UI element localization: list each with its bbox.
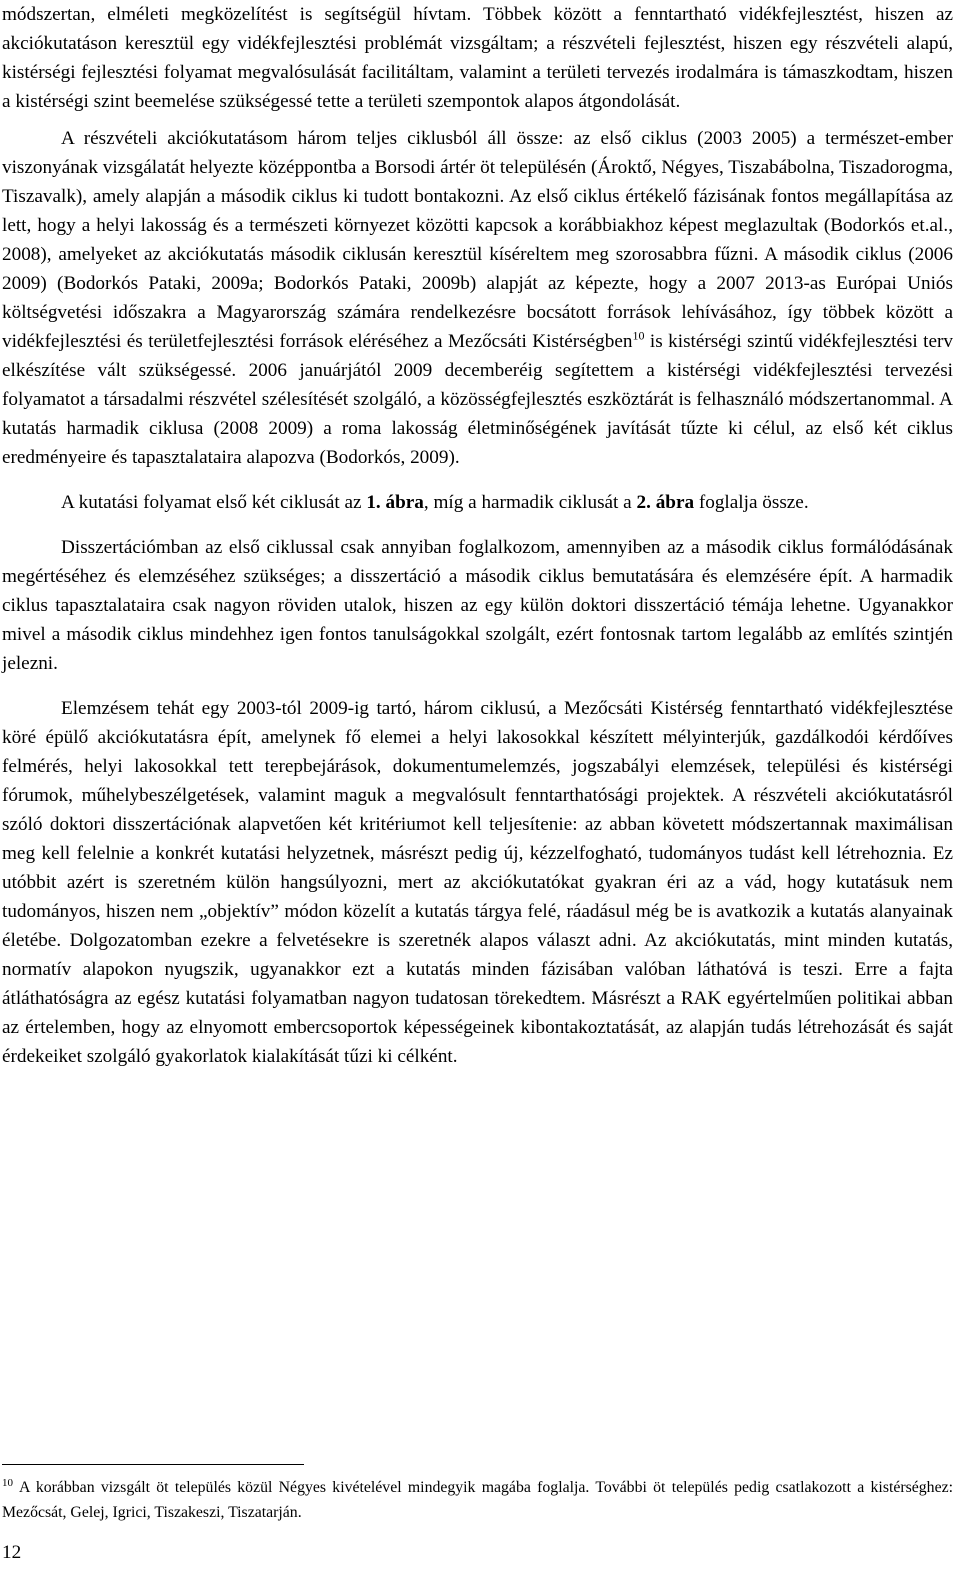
footnote-text: A korábban vizsgált öt település közül Négyes kivételével mindegyik magába foglalja. További öt település pedig csatlakozott a kistérséghez: Mezőcsát, Gelej, Igrici, Tiszakeszi, Tiszatarján. [2, 1479, 953, 1521]
research-cycles-text-part-1: A részvételi akciókutatásom három teljes ciklusból áll össze: az első ciklus (2003 2005) a természet-ember viszonyának vizsgálatát helyezte középpontba a Borsodi ártér öt településén (Ároktő, Négyes, Tiszabábolna, Tiszadorogma, Tiszavalk), amely alapján a második ciklus ki tudott bontakozni. Az első ciklus értékelő fázisának fontos megállapítása az lett, hogy a helyi lakosság és a természeti környezet közötti kapcsok a korábbiakhoz képest meglazultak (Bodorkós et.al., 2008), amelyeket az akciókutatás második ciklusán keresztül kíséreltem meg szorosabbra fűzni. A második ciklus (2006 2009) (Bodorkós Pataki, 2009a; Bodorkós Pataki, 2009b) alapját az képezte, hogy a 2007 2013-as Európai Uniós költségvetési időszakra a Magyarország számára rendelkezésre bocsátott források lehívásához, így többek között a vidékfejlesztési és területfejlesztési források eléréséhez a Mezőcsáti Kistérségben [2, 128, 953, 352]
figure-ref-text-middle: , míg a harmadik ciklusát a [423, 492, 637, 513]
paragraph-analysis-overview: Elemzésem tehát egy 2003-tól 2009-ig tartó, három ciklusú, a Mezőcsáti Kistérség fenntartható vidékfejlesztése köré épülő akciókutatásra épít, amelynek fő elemei a helyi lakosokkal készített mélyinterjúk, gazdálkodói kérdőíves felmérés, helyi lakosokkal tett terepbejárások, dokumentumelemzés, jogszabályi elemzések, települési és kistérségi fórumok, műhelybeszélgetések, valamint maguk a megvalósult fenntarthatósági projektek. A részvételi akciókutatásról szóló doktori disszertációnak alapvetően két kritériumot kell teljesítenie: az abban követett módszertannak maximálisan meg kell felelnie a konkrét kutatási helyzetnek, másrészt pedig új, kézzelfogható, tudományos tudást kell létrehoznia. Ez utóbbit azért is szeretném külön hangsúlyozni, mert az akciókutatókat gyakran éri az a vád, hogy kutatásuk nem tudományos, hiszen nem „objektív” módon közelít a kutatás tárgya felé, ráadásul még be is avatkozik a kutatás alanyainak életébe. Dolgozatomban ezekre a felvetésekre is szeretnék alapos választ adni. Az akciókutatás, mint minden kutatás, normatív alapokon nyugszik, ugyanakkor ezt a kutatás minden fázisában valóban láthatóvá is teszi. Erre a fajta átláthatóságra az egész kutatási folyamatban nagyon tudatosan törekedtem. Másrészt a RAK egyértelműen politikai abban az értelemben, hogy az elnyomott embercsoportok képességeinek kibontakoztatását, az alapján tudás létrehozását és saját érdekeiket szolgáló gyakorlatok kialakítását tűzi ki célként. [2, 698, 953, 1067]
research-cycles-text-part-2: is kistérségi szintű vidékfejlesztési terv elkészítése vált szükségessé. 2006 januárjától 2009 decemberéig segítettem a kistérségi vidékfejlesztési tervezési folyamatot a társadalmi részvétel szélesítését szolgáló, a közösségfejlesztés eszköztárát is felhasználó módszertanommal. A kutatás harmadik ciklusa (2008 2009) a roma lakosság életminőségének javítását tűzte ki célul, az első két ciklus eredményeire és tapasztalataira alapozva (Bodorkós, 2009). [2, 331, 953, 468]
page-number: 12 [2, 1542, 22, 1563]
footnote-reference-10: 10 [632, 328, 645, 343]
figure-1-reference: 1. ábra [366, 492, 424, 513]
paragraph-figure-reference [2, 488, 953, 517]
footnote-10 [2, 1475, 953, 1525]
figure-2-reference: 2. ábra [636, 492, 695, 513]
paragraph-research-cycles [2, 124, 953, 472]
figure-ref-text-after: foglalja össze. [694, 492, 809, 513]
document-page [2, 0, 953, 1071]
footnote-separator [2, 1464, 304, 1465]
footnote-marker: 10 [2, 1476, 13, 1489]
paragraph-dissertation-scope: Disszertációmban az első ciklussal csak annyiban foglalkozom, amennyiben az a második ciklus formálódásának megértéséhez és elemzéséhez szükséges; a disszertáció a második ciklus bemutatására és elemzésére épít. A harmadik ciklus tapasztalataira csak nagyon röviden utalok, hiszen az egy külön doktori disszertáció témája lehetne. Ugyanakkor mivel a második ciklus mindehhez igen fontos tanulságokkal szolgált, ezért fontosnak tartom legalább az említés szintjén jelezni. [2, 537, 953, 674]
paragraph-methodology-intro: módszertan, elméleti megközelítést is segítségül hívtam. Többek között a fenntartható vidékfejlesztést, hiszen az akciókutatáson keresztül egy vidékfejlesztési problémát vizsgáltam; a részvételi fejlesztést, hiszen egy részvételi alapú, kistérségi fejlesztési folyamat megvalósulását facilitáltam, valamint a területi tervezés irodalmára is támaszkodtam, hiszen a kistérségi szint beemelése szükségessé tette a területi szempontok alapos átgondolását. [2, 4, 953, 112]
figure-ref-text-before: A kutatási folyamat első két ciklusát az [61, 492, 367, 513]
